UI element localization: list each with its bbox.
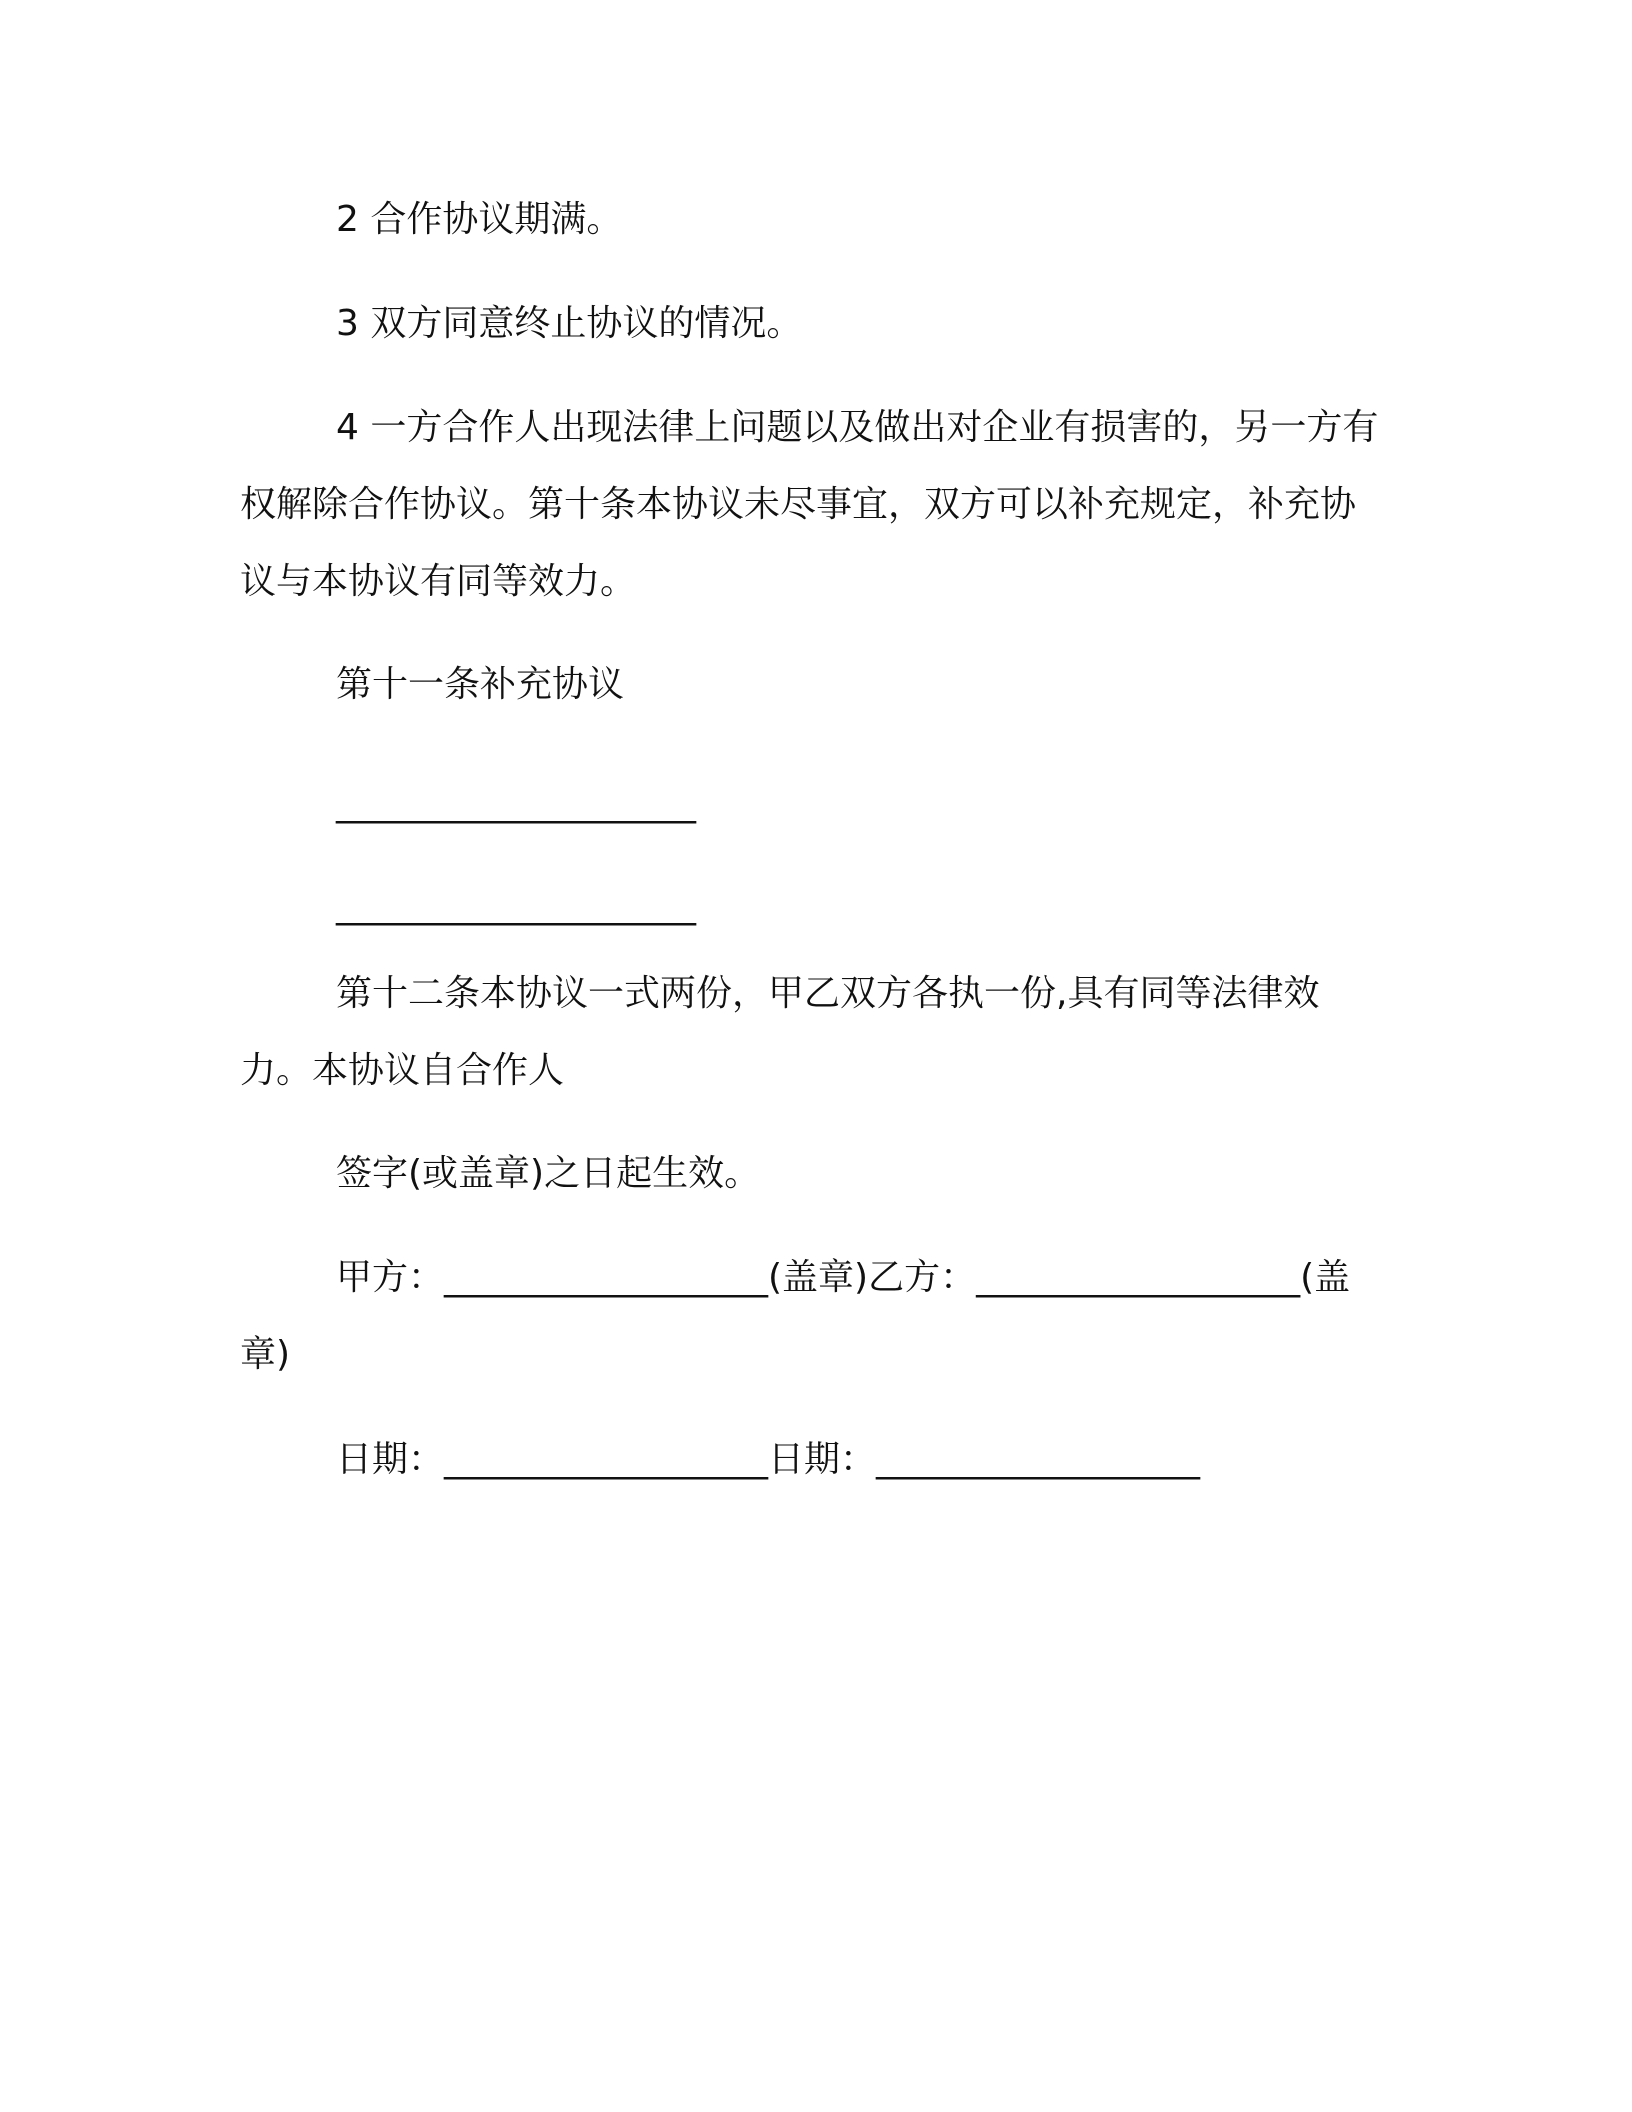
clause-item-2: 2 合作协议期满。 xyxy=(336,199,623,240)
signature-parties-line: 甲方：__________________(盖章)乙方：__________________(盖章) xyxy=(240,1257,1351,1375)
supplement-blank-line-1: ____________________ xyxy=(336,783,696,824)
article-12-text: 第十二条本协议一式两份，甲乙双方各执一份,具有同等法律效力。本协议自合作人 xyxy=(240,973,1320,1091)
clause-item-4: 4 一方合作人出现法律上问题以及做出对企业有损害的，另一方有权解除合作协议。第十条本协议未尽事宜，双方可以补充规定，补充协议与本协议有同等效力。 xyxy=(240,407,1379,602)
effective-clause: 签字(或盖章)之日起生效。 xyxy=(336,1153,761,1194)
signature-dates-line: 日期：__________________日期：__________________ xyxy=(336,1439,1201,1480)
supplement-blank-line-2: ____________________ xyxy=(336,885,696,926)
clause-item-3: 3 双方同意终止协议的情况。 xyxy=(336,303,803,344)
article-11-heading: 第十一条补充协议 xyxy=(336,664,625,705)
